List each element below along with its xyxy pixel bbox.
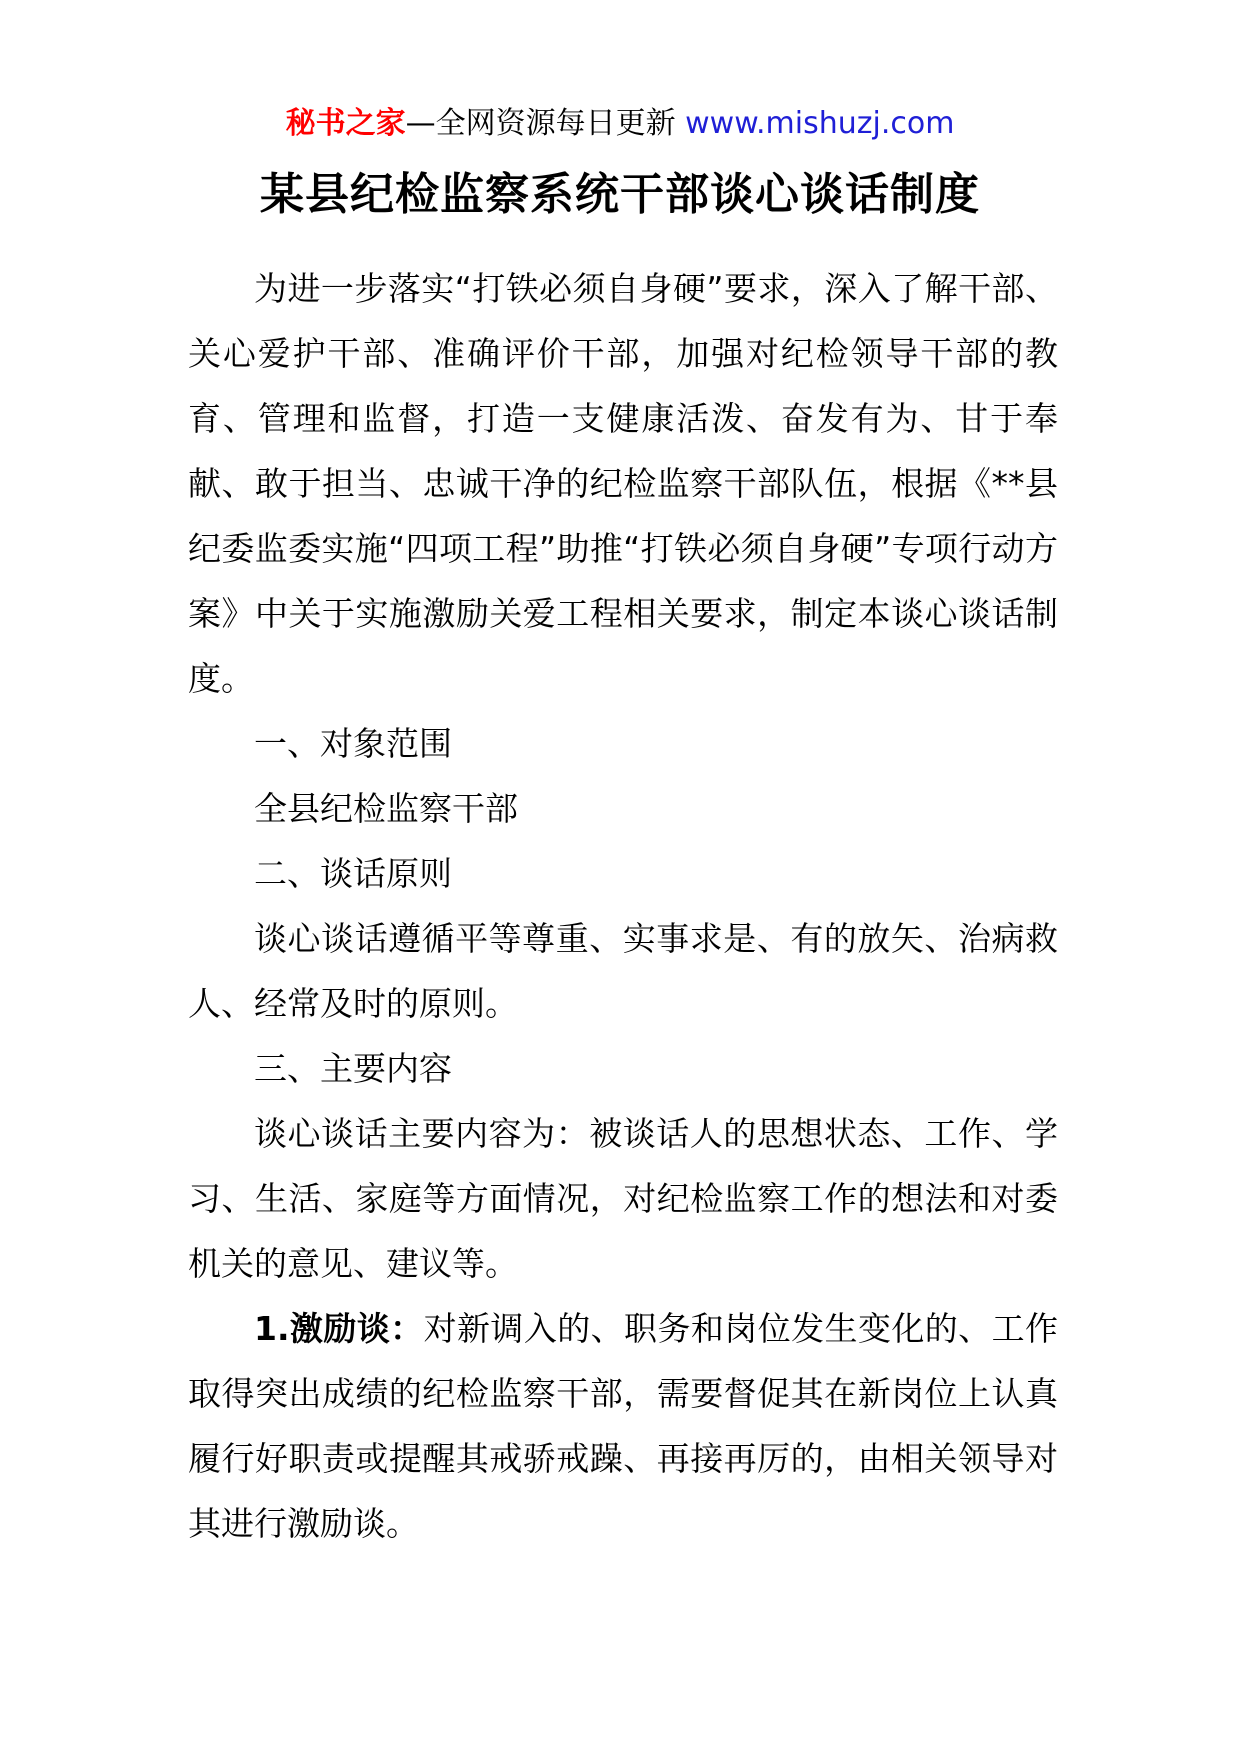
header-tagline: —全网资源每日更新 bbox=[405, 106, 686, 141]
section-heading-content: 三、主要内容 bbox=[254, 1049, 452, 1088]
brand-name: 秘书之家 bbox=[285, 106, 406, 141]
section-heading-principles: 二、谈话原则 bbox=[254, 854, 452, 893]
scope-paragraph: 全县纪检监察干部 bbox=[254, 789, 518, 828]
document-body bbox=[188, 256, 1058, 1556]
item-1-lead: 1.激励谈： bbox=[254, 1309, 424, 1348]
item-1-text: 对新调入的、职务和岗位发生变化的、工作取得突出成绩的纪检监察干部，需要督促其在新岗位上认真履行好职责或提醒其戒骄戒躁、再接再厉的，由相关领导对其进行激励谈。 bbox=[188, 1309, 1059, 1543]
section-heading-scope: 一、对象范围 bbox=[254, 724, 452, 763]
document-title: 某县纪检监察系统干部谈心谈话制度 bbox=[260, 169, 980, 220]
site-header bbox=[0, 100, 1240, 148]
principles-paragraph: 谈心谈话遵循平等尊重、实事求是、有的放矢、治病救人、经常及时的原则。 bbox=[188, 919, 1058, 1023]
site-url-link[interactable]: www.mishuzj.com bbox=[685, 106, 955, 141]
item-1-paragraph bbox=[188, 1296, 1058, 1556]
intro-paragraph: 为进一步落实“打铁必须自身硬”要求，深入了解干部、关心爱护干部、准确评价干部，加强对纪检领导干部的教育、管理和监督，打造一支健康活泼、奋发有为、甘于奉献、敢于担当、忠诚干净的纪检监察干部队伍，根据《**县纪委监委实施“四项工程”助推“打铁必须自身硬”专项行动方案》中关于实施激励关爱工程相关要求，制定本谈心谈话制度。 bbox=[188, 269, 1058, 698]
content-paragraph: 谈心谈话主要内容为：被谈话人的思想状态、工作、学习、生活、家庭等方面情况，对纪检监察工作的想法和对委机关的意见、建议等。 bbox=[188, 1114, 1058, 1283]
